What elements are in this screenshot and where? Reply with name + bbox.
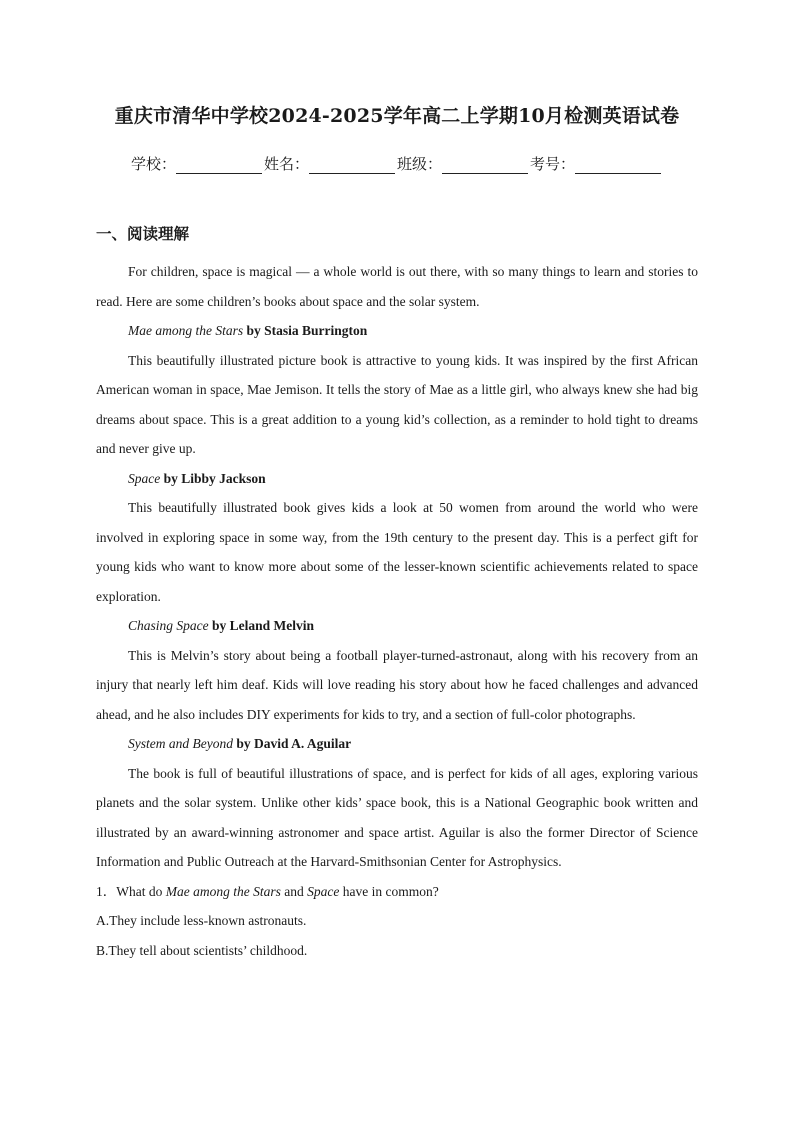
reading-passage bbox=[96, 257, 698, 965]
question-title-1: Mae among the Stars bbox=[165, 883, 281, 899]
school-field bbox=[131, 153, 264, 174]
book-heading-4 bbox=[96, 729, 698, 759]
name-label: 姓名： bbox=[263, 155, 309, 173]
class-field bbox=[397, 153, 530, 174]
exam-number-field bbox=[530, 153, 663, 174]
question-title-2: Space bbox=[307, 883, 340, 899]
name-blank[interactable] bbox=[309, 158, 395, 174]
exam-number-blank[interactable] bbox=[575, 158, 661, 174]
question-text-prefix: What do bbox=[116, 883, 166, 899]
book-heading-2 bbox=[96, 464, 698, 494]
book-author-4: by David A. Aguilar bbox=[236, 736, 352, 751]
exam-number-label: 考号： bbox=[530, 155, 576, 173]
question-1 bbox=[96, 877, 698, 907]
book-description-3: This is Melvin’s story about being a football player-turned-astronaut, along with his recovery from an injury that nearly left him deaf. Kids will love reading his story about how he faced challenges and advanced ahead, and he also includes DIY experiments for kids to try, and a section of full-color photographs. bbox=[96, 647, 698, 722]
class-blank[interactable] bbox=[442, 158, 528, 174]
class-label: 班级： bbox=[397, 155, 443, 173]
question-number: 1． bbox=[96, 883, 117, 899]
school-label: 学校： bbox=[130, 155, 176, 173]
book-author-3: by Leland Melvin bbox=[212, 618, 315, 633]
intro-paragraph: For children, space is magical — a whole world is out there, with so many things to learn and stories to read. Here are some children’s books about space and the solar system. bbox=[96, 264, 698, 309]
book-title-2: Space bbox=[128, 470, 161, 486]
option-b[interactable]: B.They tell about scientists’ childhood. bbox=[96, 942, 308, 958]
book-description-2: This beautifully illustrated book gives kids a look at 50 women from around the world who were involved in exploring space in some way, from the 19th century to the present day. This is a perfect gift for young kids who want to know more about some of the lesser-known scientific achievements related to space exploration. bbox=[96, 500, 698, 604]
book-title-1: Mae among the Stars bbox=[128, 323, 244, 338]
book-title-4: System and Beyond bbox=[128, 736, 233, 751]
book-author-2: by Libby Jackson bbox=[163, 470, 266, 486]
school-blank[interactable] bbox=[176, 158, 262, 174]
name-field bbox=[264, 153, 397, 174]
option-a[interactable]: A.They include less-known astronauts. bbox=[96, 913, 307, 928]
book-heading-3 bbox=[96, 611, 698, 641]
book-title-3: Chasing Space bbox=[128, 618, 209, 633]
book-description-4: The book is full of beautiful illustrations of space, and is perfect for kids of all ages, exploring various planets and the solar system. Unlike other kids’ space book, this is a National Geographic book written and illustrated by an award-winning astronomer and space artist. Aguilar is also the former Director of Science Information and Public Outreach at the Harvard-Smithsonian Center for Astrophysics. bbox=[96, 765, 698, 869]
question-text-middle: and bbox=[280, 883, 308, 899]
book-author-1: by Stasia Burrington bbox=[246, 323, 368, 338]
exam-title: 重庆市清华中学校2024-2025学年高二上学期10月检测英语试卷 bbox=[114, 105, 680, 127]
book-heading-1 bbox=[96, 316, 698, 346]
book-description-1: This beautifully illustrated picture book is attractive to young kids. It was inspired by the first African American woman in space, Mae Jemison. It tells the story of Mae as a little girl, who always knew she had big dreams about space. This is a great addition to a young kid’s collection, as a reminder to hold tight to dreams and never give up. bbox=[96, 352, 698, 456]
student-info-row bbox=[0, 153, 794, 174]
question-text-suffix: have in common? bbox=[339, 883, 439, 899]
section-heading: 一、阅读理解 bbox=[96, 224, 190, 243]
